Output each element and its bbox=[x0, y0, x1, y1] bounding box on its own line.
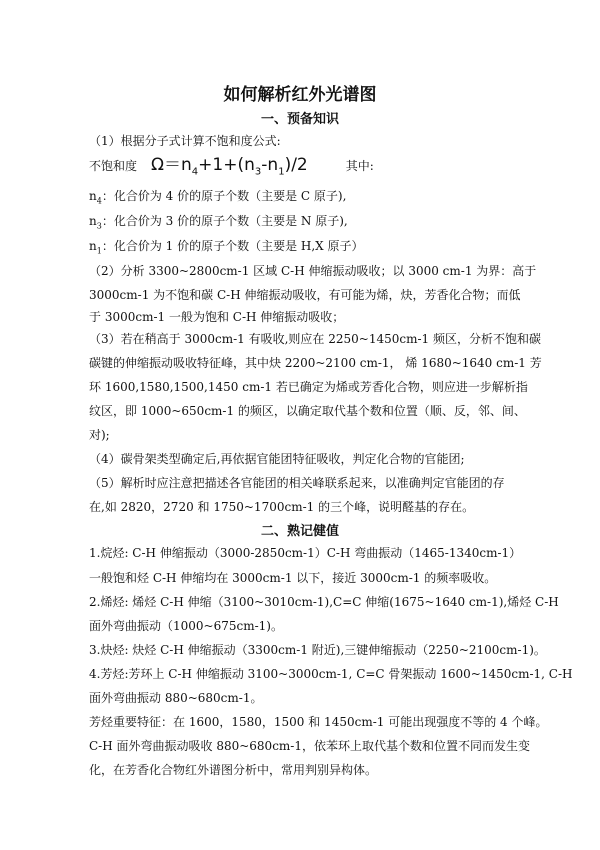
formula-part-a: ＝n bbox=[164, 155, 192, 175]
n1-subscript: 1 bbox=[96, 246, 102, 256]
feature-line-2: C-H 面外弯曲振动吸收 880~680cm-1，依苯环上取代基个数和位置不同而发生变 bbox=[89, 739, 530, 753]
n3-text: ：化合价为 3 价的原子个数（主要是 N 原子), bbox=[101, 214, 348, 228]
formula-sub-3: 3 bbox=[254, 166, 262, 178]
item2-line-2: 面外弯曲振动（1000~675cm-1)。 bbox=[89, 619, 283, 633]
n1-symbol: n bbox=[89, 239, 97, 253]
formula-omega: Ω bbox=[151, 155, 165, 175]
feature-line-1: 芳烃重要特征：在 1600，1580，1500 和 1450cm-1 可能出现强度不等的 4 个峰。 bbox=[89, 715, 548, 729]
item1-line-1: 1.烷烃: C-H 伸缩振动（3000-2850cm-1）C-H 弯曲振动（1465-1340cm-1） bbox=[89, 546, 522, 560]
p3-line-4: 纹区，即 1000~650cm-1 的频区，以确定取代基个数和位置（顺、反，邻、间、 bbox=[89, 404, 526, 418]
unsaturation-label: 不饱和度 bbox=[89, 159, 138, 173]
n3-subscript: 3 bbox=[96, 221, 102, 231]
unsaturation-formula-line bbox=[89, 155, 374, 182]
p5-line-2: 在,如 2820，2720 和 1750~1700cm-1 的三个峰，说明醛基的存在。 bbox=[89, 500, 475, 514]
p2-line-2: 3000cm-1 为不饱和碳 C-H 伸缩振动吸收，有可能为烯，炔，芳香化合物；而低 bbox=[89, 288, 521, 302]
item1-line-2: 一般饱和烃 C-H 伸缩均在 3000cm-1 以下，接近 3000cm-1 的频率吸收。 bbox=[89, 571, 497, 585]
item4-line-1: 4.芳烃:芳环上 C-H 伸缩振动 3100~3000cm-1, C=C 骨架振动 1600~1450cm-1, C-H bbox=[89, 667, 573, 681]
p3-line-2: 碳键的伸缩振动吸收特征峰，其中炔 2200~2100 cm-1， 烯 1680~1640 cm-1 芳 bbox=[89, 356, 542, 370]
item4-line-2: 面外弯曲振动 880~680cm-1。 bbox=[89, 691, 263, 705]
n3-symbol: n bbox=[89, 214, 97, 228]
p5-line-1: （5）解析时应注意把描述各官能团的相关峰联系起来，以准确判定官能团的存 bbox=[89, 476, 505, 490]
unsaturation-formula bbox=[151, 155, 308, 178]
p3-line-1: （3）若在稍高于 3000cm-1 有吸收,则应在 2250~1450cm-1 频区，分析不饱和碳 bbox=[89, 332, 541, 346]
formula-part-d: )/2 bbox=[284, 155, 308, 175]
section1-heading: 一、预备知识 bbox=[260, 112, 339, 127]
n1-definition bbox=[89, 238, 364, 259]
item3-line-1: 3.炔烃: 炔烃 C-H 伸缩振动（3300cm-1 附近),三键伸缩振动（2250~2100cm-1)。 bbox=[89, 643, 546, 657]
p3-line-3: 环 1600,1580,1500,1450 cm-1 若已确定为烯或芳香化合物，则应进一步解析指 bbox=[89, 380, 528, 394]
p4-line-1: （4）碳骨架类型确定后,再依据官能团特征吸收，判定化合物的官能团; bbox=[89, 452, 465, 466]
qizhong-label: 其中: bbox=[345, 159, 374, 173]
p2-line-3: 于 3000cm-1 一般为饱和 C-H 伸缩振动吸收； bbox=[89, 310, 345, 324]
p2-line-1: （2）分析 3300~2800cm-1 区域 C-H 伸缩振动吸收；以 3000 cm-1 为界：高于 bbox=[89, 264, 537, 278]
n3-definition bbox=[89, 213, 348, 234]
feature-line-3: 化，在芳香化合物红外谱图分析中，常用判别异构体。 bbox=[89, 763, 378, 777]
formula-part-b: +1+(n bbox=[198, 155, 255, 175]
formula-sub-1: 1 bbox=[278, 166, 285, 178]
p3-line-5: 对); bbox=[89, 428, 110, 442]
n1-text: ：化合价为 1 价的原子个数（主要是 H,X 原子） bbox=[101, 239, 364, 253]
formula-part-c: -n bbox=[261, 155, 279, 175]
n4-symbol: n bbox=[89, 189, 97, 203]
page-title: 如何解析红外光谱图 bbox=[223, 85, 377, 105]
s1-intro: （1）根据分子式计算不饱和度公式: bbox=[89, 134, 281, 148]
formula-sub-4: 4 bbox=[191, 166, 199, 178]
n4-subscript: 4 bbox=[96, 196, 102, 206]
item2-line-1: 2.烯烃: 烯烃 C-H 伸缩（3100~3010cm-1),C=C 伸缩(1675~1640 cm-1),烯烃 C-H bbox=[89, 595, 559, 609]
n4-text: ：化合价为 4 价的原子个数（主要是 C 原子), bbox=[101, 189, 347, 203]
n4-definition bbox=[89, 188, 346, 209]
section2-heading: 二、熟记健值 bbox=[260, 524, 339, 539]
